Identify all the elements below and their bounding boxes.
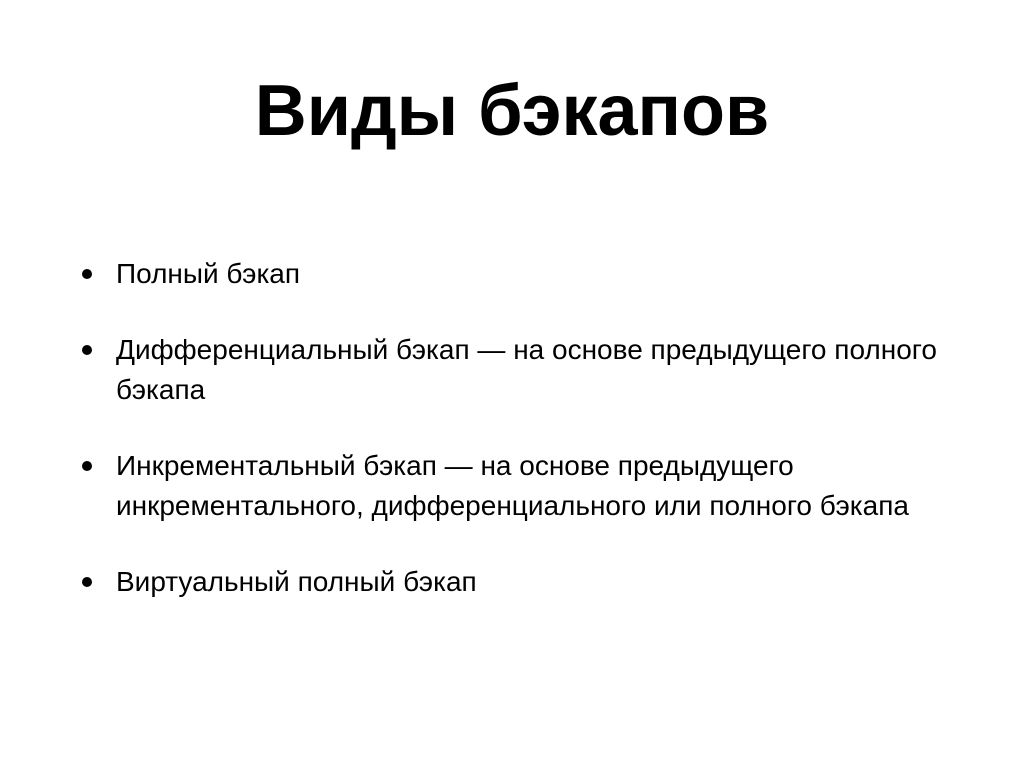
bullet-text: Виртуальный полный бэкап xyxy=(116,566,477,597)
bullet-text: Дифференциальный бэкап — на основе предыдущего полного бэкапа xyxy=(116,334,937,405)
bullet-dot-icon xyxy=(82,345,92,355)
bullet-item-virtual-full-backup xyxy=(82,562,962,602)
bullet-text: Полный бэкап xyxy=(116,258,301,289)
bullet-list xyxy=(82,254,962,602)
bullet-dot-icon xyxy=(82,577,92,587)
bullet-item-incremental-backup xyxy=(82,446,962,526)
bullet-item-full-backup xyxy=(82,254,962,294)
bullet-item-differential-backup xyxy=(82,330,962,410)
bullet-text: Инкрементальный бэкап — на основе предыдущего инкрементального, дифференциального или полного бэкапа xyxy=(116,450,909,521)
bullet-dot-icon xyxy=(82,461,92,471)
slide-title: Виды бэкапов xyxy=(254,71,770,151)
bullet-dot-icon xyxy=(82,269,92,279)
